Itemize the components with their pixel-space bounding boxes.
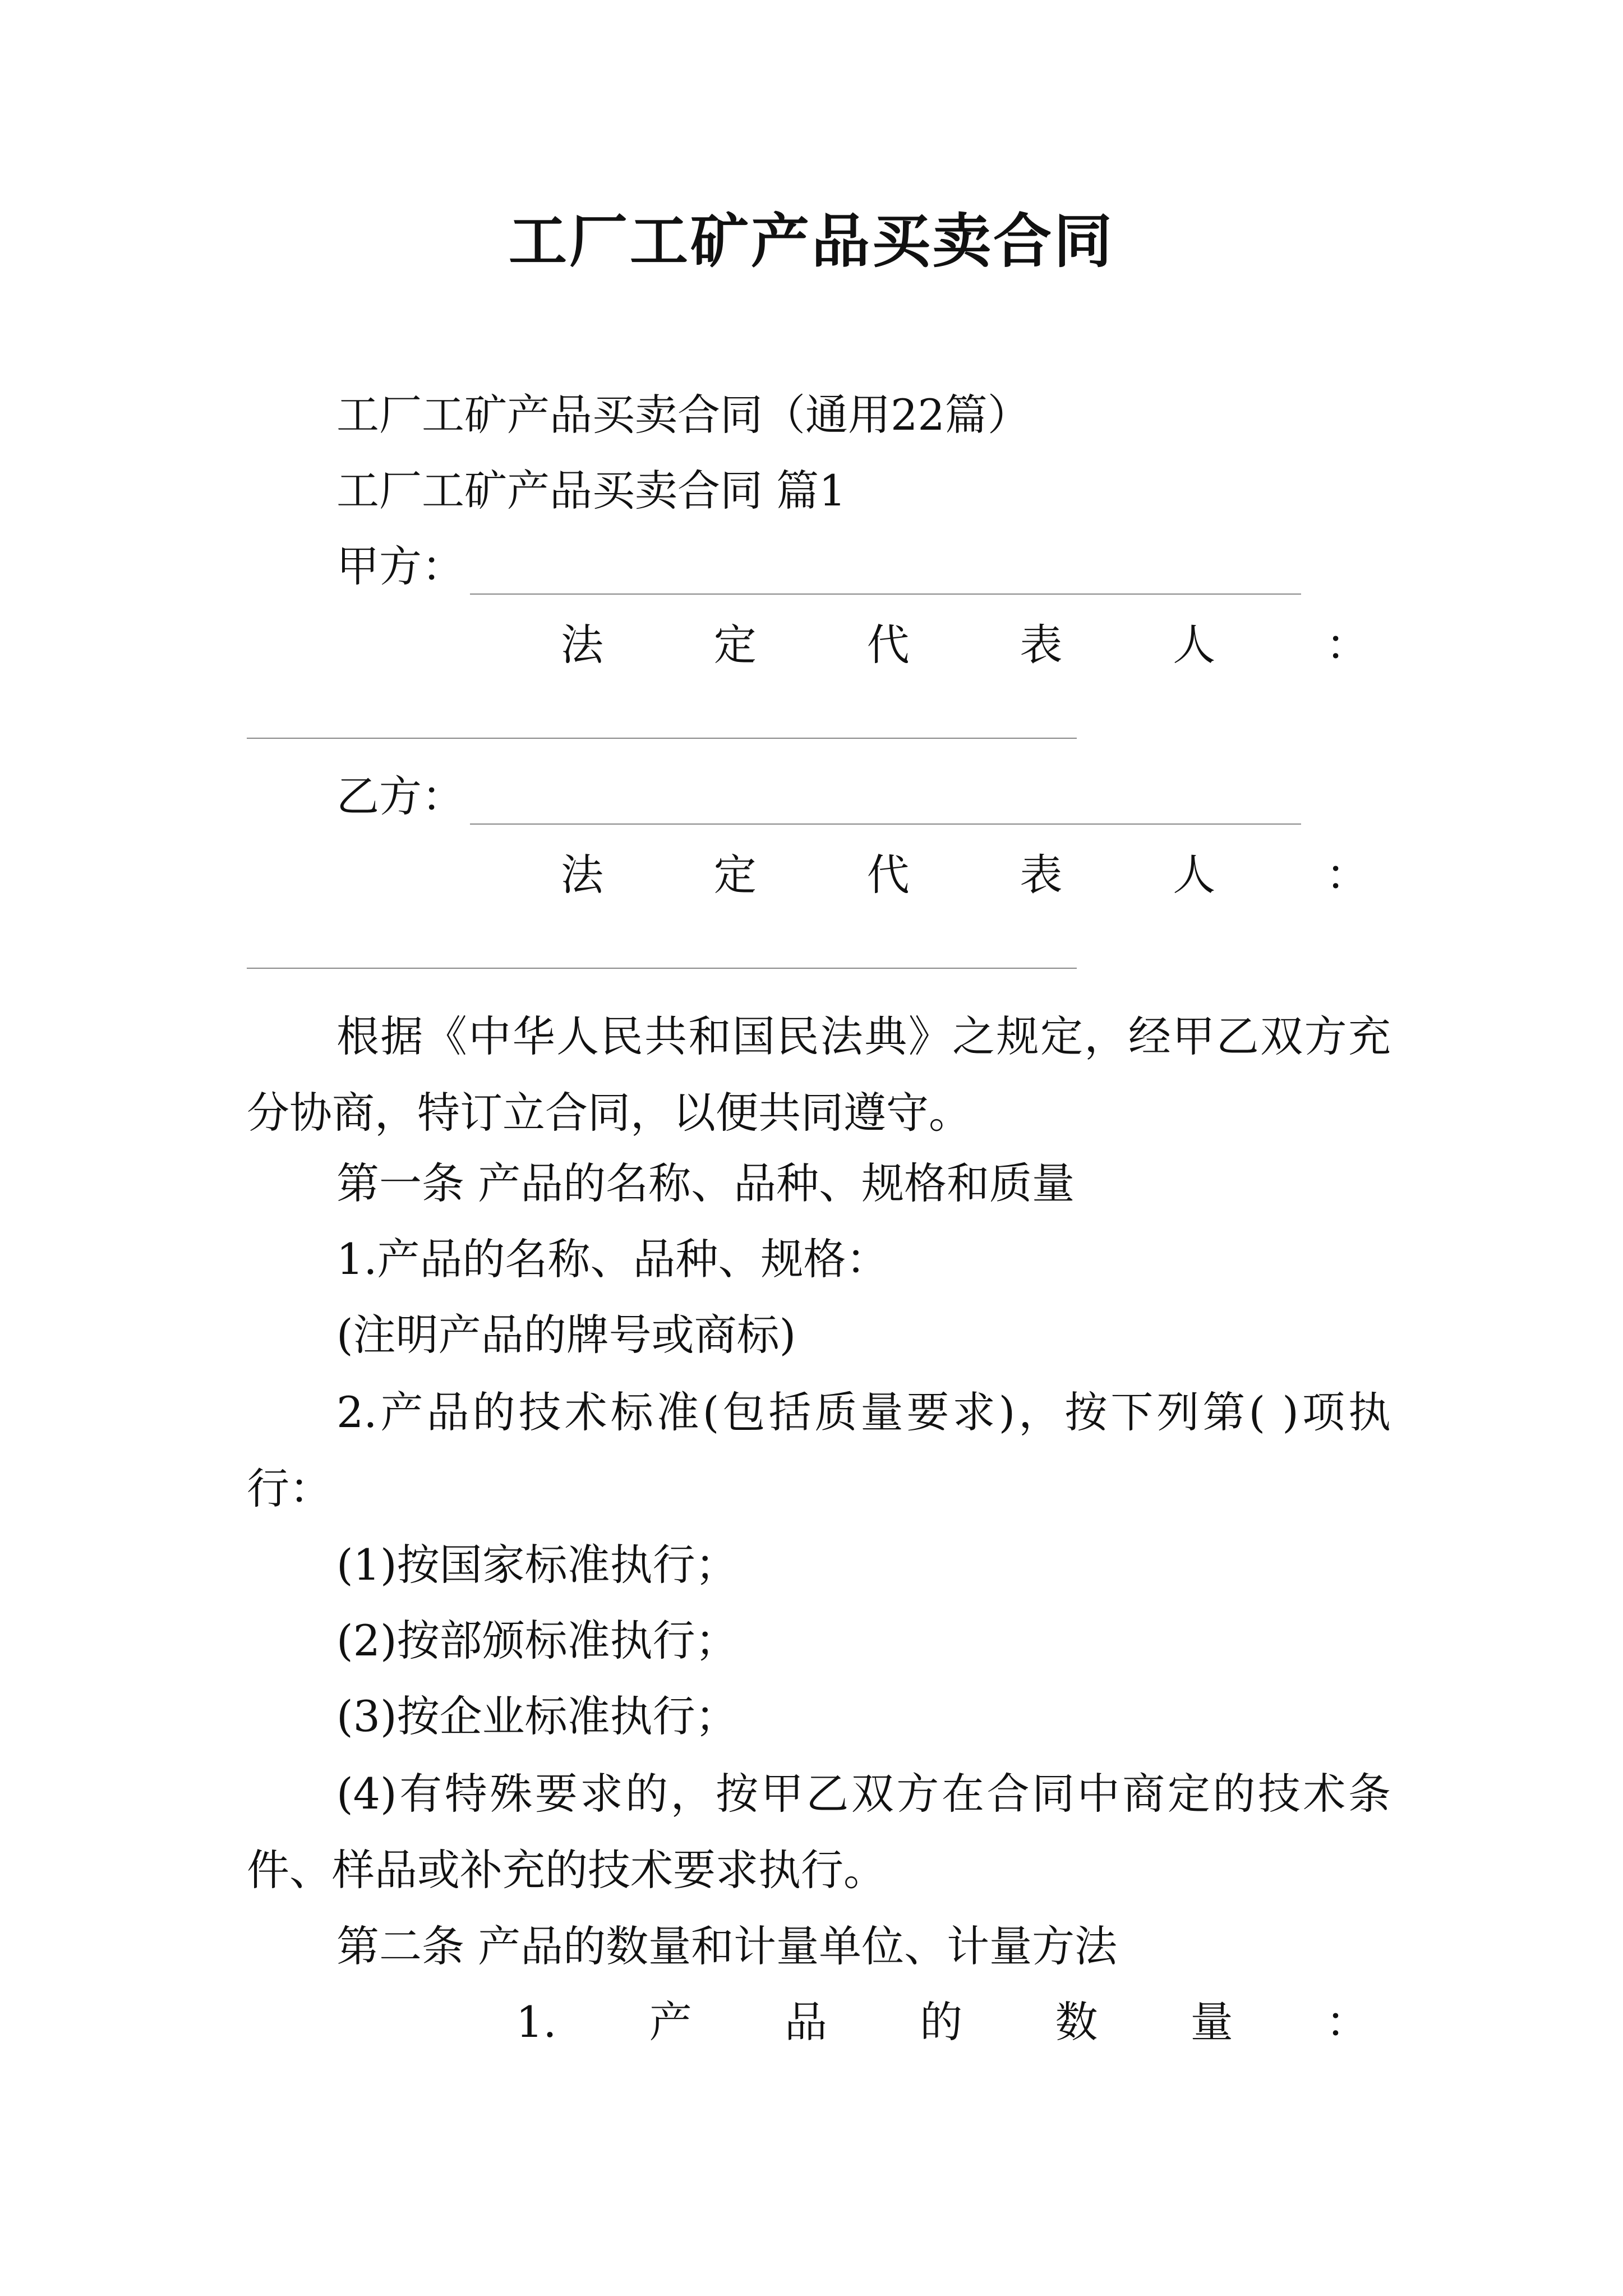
article1-heading: 第一条 产品的名称、品种、规格和质量 (336, 1158, 1075, 1208)
party-a-legal-rep-row (561, 617, 1368, 673)
quantity-char: 数 (1055, 1997, 1098, 2047)
legal-rep-char: 代 (866, 620, 910, 670)
document-title: 工厂工矿产品买卖合同 (508, 206, 1114, 275)
article2-heading: 第二条 产品的数量和计量单位、计量方法 (336, 1921, 1118, 1971)
party-b-blank (470, 790, 1301, 825)
document-subtitle: 工厂工矿产品买卖合同（通用22篇） (336, 390, 1030, 440)
legal-rep-char: 表 (1020, 850, 1063, 900)
article1-item1: 1.产品的名称、品种、规格： (336, 1234, 889, 1284)
legal-rep-char: 人 (1173, 850, 1216, 900)
quantity-char: 量 (1190, 1997, 1233, 2047)
party-a-label: 甲方： (336, 541, 464, 591)
article1-item2: 2.产品的技术标准(包括质量要求)，按下列第( )项执行： (247, 1387, 1391, 1513)
quantity-row (516, 1994, 1368, 2050)
legal-rep-char: 定 (713, 620, 757, 670)
legal-rep-char: 表 (1020, 620, 1063, 670)
legal-rep-char: ： (1325, 850, 1368, 900)
party-a-legal-rep-blank (247, 738, 1077, 739)
standard-option-3: (3)按企业标准执行； (336, 1691, 738, 1741)
quantity-char: 1. (516, 1997, 557, 2047)
party-b-legal-rep-row (561, 847, 1368, 903)
legal-rep-char: 法 (561, 850, 603, 900)
standard-option-1: (1)按国家标准执行； (336, 1540, 738, 1590)
legal-rep-char: 代 (866, 850, 910, 900)
legal-rep-char: 人 (1173, 620, 1216, 670)
party-b-legal-rep-blank (247, 968, 1077, 969)
quantity-char: 产 (649, 1997, 692, 2047)
article1-item1-note: (注明产品的牌号或商标) (336, 1310, 796, 1360)
party-a-row (336, 539, 1301, 595)
party-b-row (336, 769, 1301, 825)
legal-rep-char: ： (1325, 620, 1368, 670)
standard-option-2: (2)按部颁标准执行； (336, 1616, 738, 1665)
standard-option-4: (4)有特殊要求的，按甲乙双方在合同中商定的技术条件、样品或补充的技术要求执行。 (247, 1769, 1391, 1895)
quantity-char: 的 (920, 1997, 963, 2047)
party-a-blank (470, 560, 1301, 595)
intro-paragraph: 根据《中华人民共和国民法典》之规定，经甲乙双方充分协商，特订立合同，以便共同遵守。 (247, 1011, 1391, 1138)
section-heading: 工厂工矿产品买卖合同 篇1 (336, 466, 846, 516)
quantity-char: 品 (784, 1997, 827, 2047)
party-b-label: 乙方： (336, 771, 464, 821)
legal-rep-char: 定 (713, 850, 757, 900)
legal-rep-char: 法 (561, 620, 603, 670)
quantity-char: ： (1325, 1997, 1368, 2047)
